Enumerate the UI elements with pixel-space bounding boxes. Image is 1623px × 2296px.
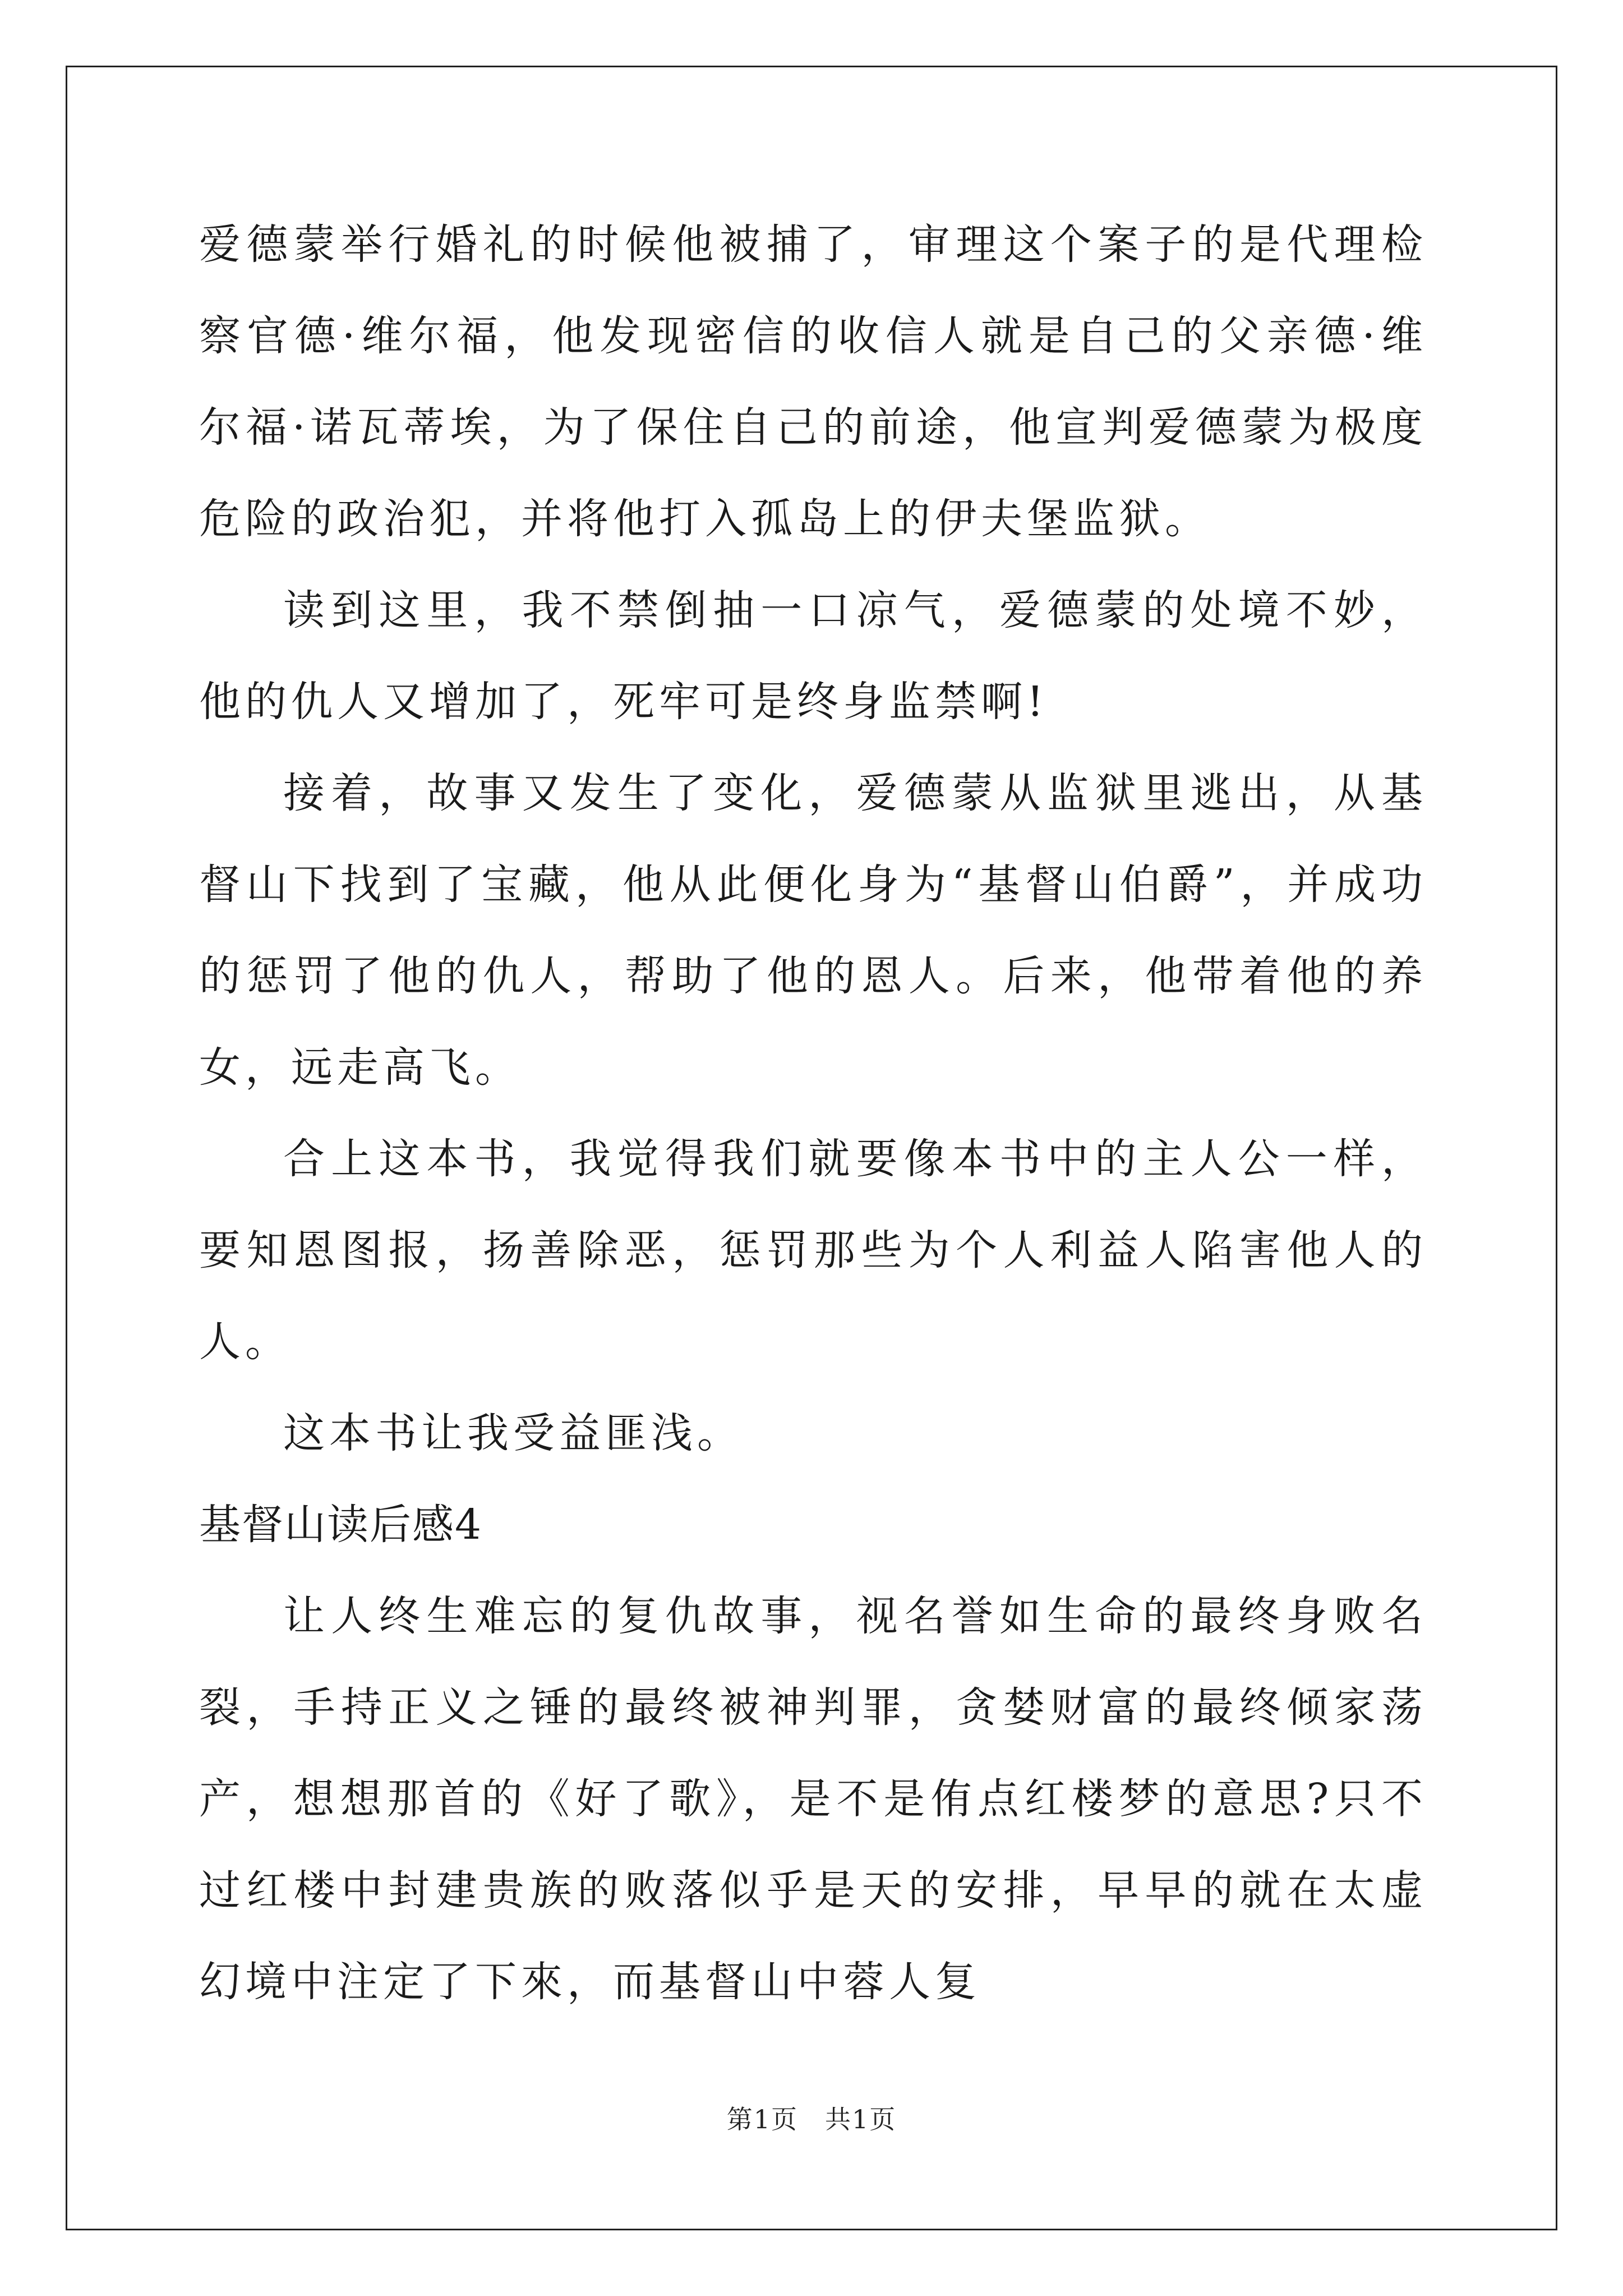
section-heading: 基督山读后感4 bbox=[199, 1501, 483, 1549]
document-body bbox=[199, 199, 1427, 2028]
paragraph-5: 这本书让我受益匪浅。 bbox=[283, 1409, 743, 1457]
paragraph-4: 合上这本书，我觉得我们就要像本书中的主人公一样，要知恩图报，扬善除恶，惩罚那些为个人利益人陷害他人的人。 bbox=[199, 1135, 1427, 1366]
paragraph-2: 读到这里，我不禁倒抽一口凉气，爱德蒙的处境不妙，他的仇人又增加了，死牢可是终身监禁啊! bbox=[199, 586, 1427, 726]
paragraph-1: 爱德蒙举行婚礼的时候他被捕了，审理这个案子的是代理检察官德·维尔福，他发现密信的收信人就是自己的父亲德·维尔福·诺瓦蒂埃，为了保住自己的前途，他宣判爱德蒙为极度危险的政治犯，并将他打入孤岛上的伊夫堡监狱。 bbox=[199, 220, 1427, 543]
paragraph-3: 接着，故事又发生了变化，爱德蒙从监狱里逃出，从基督山下找到了宝藏，他从此便化身为“基督山伯爵”，并成功的惩罚了他的仇人，帮助了他的恩人。后来，他带着他的养女，远走高飞。 bbox=[199, 769, 1427, 1092]
page-footer: 第1页 共1页 bbox=[726, 2104, 897, 2134]
paragraph-6: 让人终生难忘的复仇故事，视名誉如生命的最终身败名裂，手持正义之锤的最终被神判罪，贪婪财富的最终倾家荡产，想想那首的《好了歌》，是不是侑点红楼梦的意思?只不过红楼中封建贵族的败落似乎是天的安排，早早的就在太虚幻境中注定了下來，而基督山中蓉人复 bbox=[199, 1592, 1427, 2006]
